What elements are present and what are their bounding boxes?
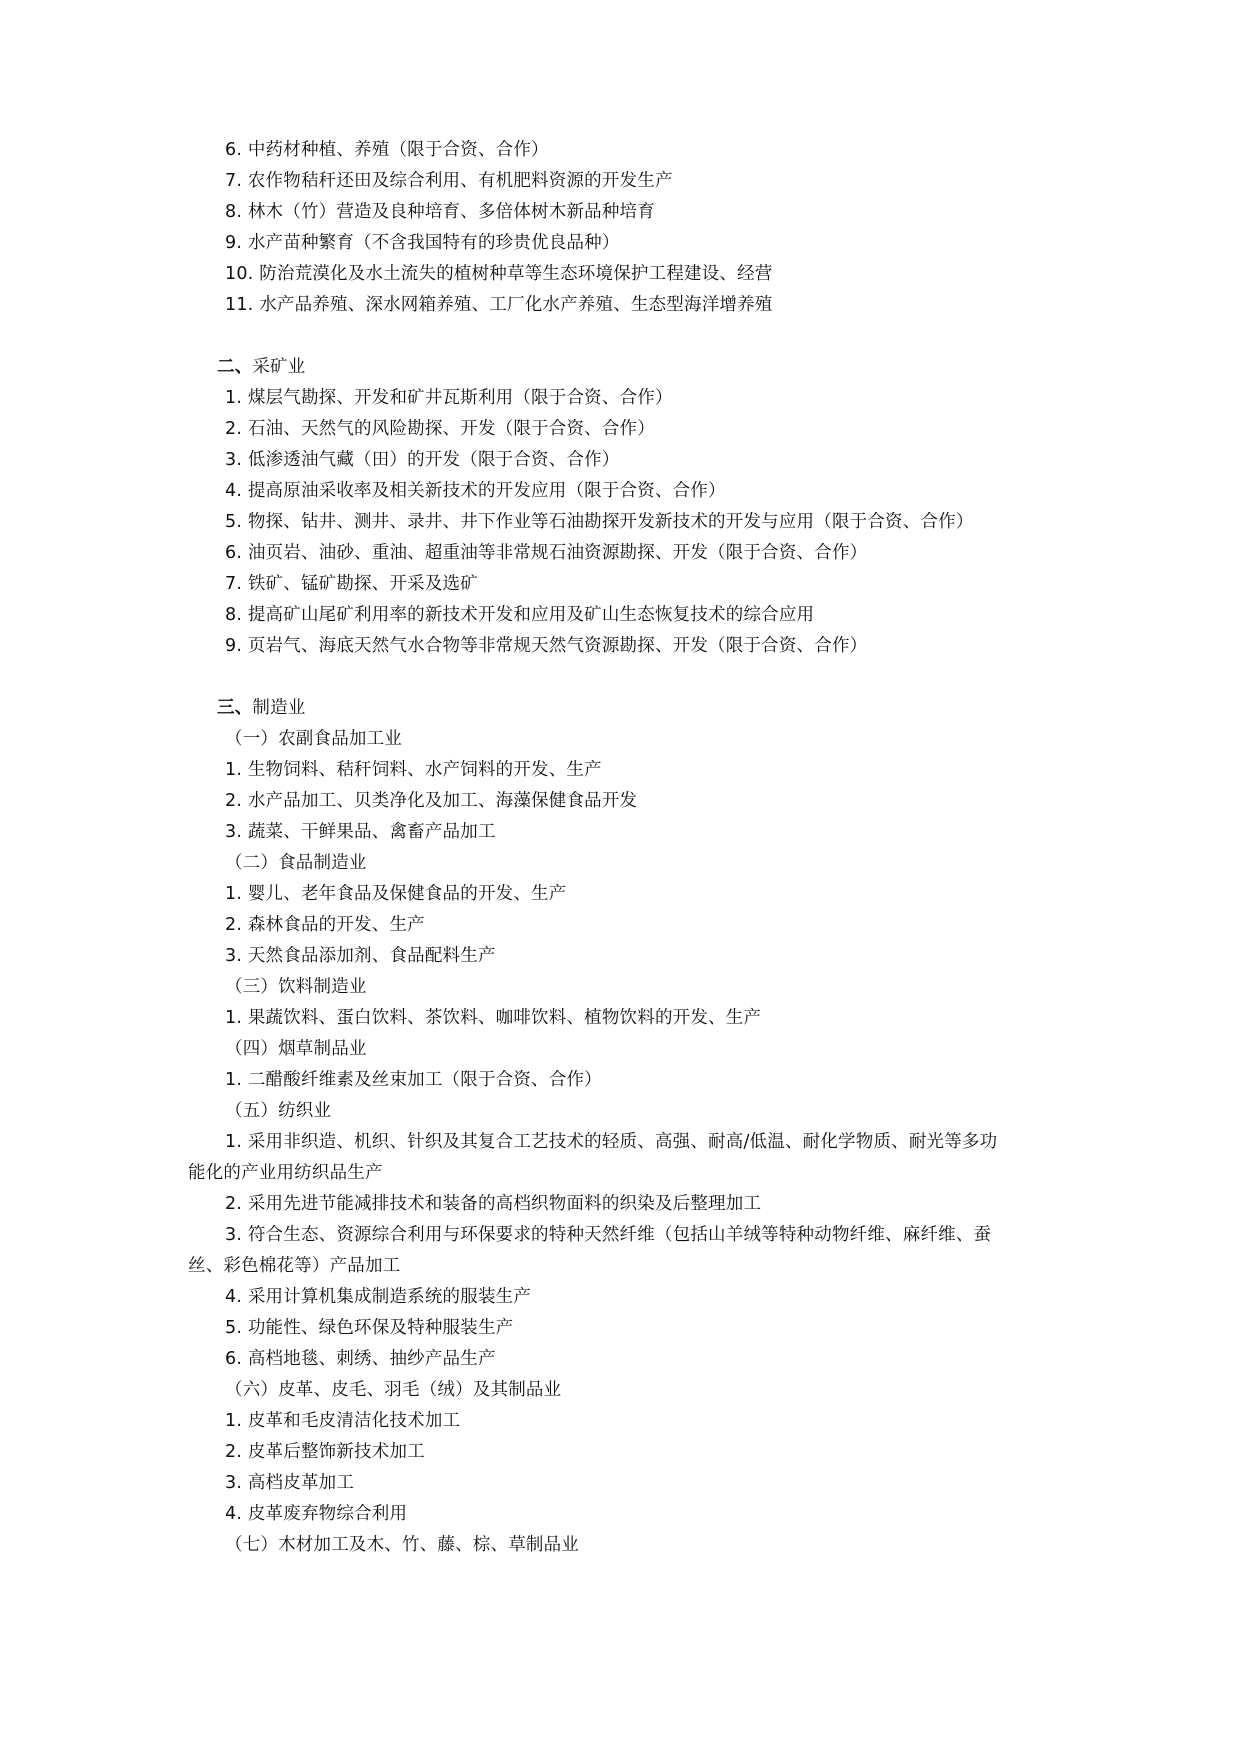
list-item: 3. 符合生态、资源综合利用与环保要求的特种天然纤维（包括山羊绒等特种动物纤维、麻纤维、蚕: [225, 1225, 992, 1245]
list-item: 5. 功能性、绿色环保及特种服装生产: [225, 1318, 514, 1338]
subsection-heading: （四）烟草制品业: [225, 1039, 367, 1059]
list-item: 6. 中药材种植、养殖（限于合资、合作）: [225, 140, 549, 160]
section-number: 二、: [217, 357, 253, 377]
list-item: 1. 生物饲料、秸秆饲料、水产饲料的开发、生产: [225, 760, 602, 780]
subsection-heading: （一）农副食品加工业: [225, 729, 402, 749]
section-title: 制造业: [252, 698, 306, 718]
list-item: 1. 二醋酸纤维素及丝束加工（限于合资、合作）: [225, 1070, 602, 1090]
list-item: 8. 林木（竹）营造及良种培育、多倍体树木新品种培育: [225, 202, 655, 222]
list-item: 2. 采用先进节能减排技术和装备的高档织物面料的织染及后整理加工: [225, 1194, 762, 1214]
subsection-heading: （五）纺织业: [225, 1101, 332, 1121]
list-item: 4. 采用计算机集成制造系统的服装生产: [225, 1287, 532, 1307]
subsection-heading: （二）食品制造业: [225, 853, 367, 873]
list-item-continuation: 能化的产业用纺织品生产: [188, 1163, 383, 1183]
list-item: 3. 低渗透油气藏（田）的开发（限于合资、合作）: [225, 450, 620, 470]
list-item: 8. 提高矿山尾矿利用率的新技术开发和应用及矿山生态恢复技术的综合应用: [225, 605, 815, 625]
list-item: 4. 提高原油采收率及相关新技术的开发应用（限于合资、合作）: [225, 481, 726, 501]
list-item: 10. 防治荒漠化及水土流失的植树种草等生态环境保护工程建设、经营: [225, 264, 773, 284]
list-item: 3. 天然食品添加剂、食品配料生产: [225, 946, 496, 966]
list-item: 3. 高档皮革加工: [225, 1473, 355, 1493]
section-heading: [217, 355, 306, 379]
list-item: 2. 森林食品的开发、生产: [225, 915, 425, 935]
list-item: 3. 蔬菜、干鲜果品、禽畜产品加工: [225, 822, 496, 842]
list-item: 1. 果蔬饮料、蛋白饮料、茶饮料、咖啡饮料、植物饮料的开发、生产: [225, 1008, 762, 1028]
list-item: 9. 水产苗种繁育（不含我国特有的珍贵优良品种）: [225, 233, 620, 253]
list-item: 6. 油页岩、油砂、重油、超重油等非常规石油资源勘探、开发（限于合资、合作）: [225, 543, 868, 563]
section-number: 三、: [217, 698, 253, 718]
list-item: 6. 高档地毯、刺绣、抽纱产品生产: [225, 1349, 496, 1369]
subsection-heading: （六）皮革、皮毛、羽毛（绒）及其制品业: [225, 1380, 562, 1400]
list-item: 2. 石油、天然气的风险勘探、开发（限于合资、合作）: [225, 419, 655, 439]
subsection-heading: （七）木材加工及木、竹、藤、棕、草制品业: [225, 1535, 579, 1555]
list-item: 7. 铁矿、锰矿勘探、开采及选矿: [225, 574, 478, 594]
list-item: 9. 页岩气、海底天然气水合物等非常规天然气资源勘探、开发（限于合资、合作）: [225, 636, 868, 656]
subsection-heading: （三）饮料制造业: [225, 977, 367, 997]
list-item: 2. 皮革后整饰新技术加工: [225, 1442, 425, 1462]
section-heading: [217, 696, 306, 720]
section-title: 采矿业: [252, 357, 306, 377]
list-item: 1. 采用非织造、机织、针织及其复合工艺技术的轻质、高强、耐高/低温、耐化学物质、耐光等多功: [225, 1132, 998, 1152]
list-item: 7. 农作物秸秆还田及综合利用、有机肥料资源的开发生产: [225, 171, 673, 191]
list-item: 1. 皮革和毛皮清洁化技术加工: [225, 1411, 461, 1431]
list-item-continuation: 丝、彩色棉花等）产品加工: [188, 1256, 401, 1276]
list-item: 4. 皮革废弃物综合利用: [225, 1504, 408, 1524]
list-item: 11. 水产品养殖、深水网箱养殖、工厂化水产养殖、生态型海洋增养殖: [225, 295, 773, 315]
list-item: 1. 婴儿、老年食品及保健食品的开发、生产: [225, 884, 567, 904]
list-item: 5. 物探、钻井、测井、录井、井下作业等石油勘探开发新技术的开发与应用（限于合资、合作）: [225, 512, 974, 532]
list-item: 1. 煤层气勘探、开发和矿井瓦斯利用（限于合资、合作）: [225, 388, 673, 408]
list-item: 2. 水产品加工、贝类净化及加工、海藻保健食品开发: [225, 791, 638, 811]
